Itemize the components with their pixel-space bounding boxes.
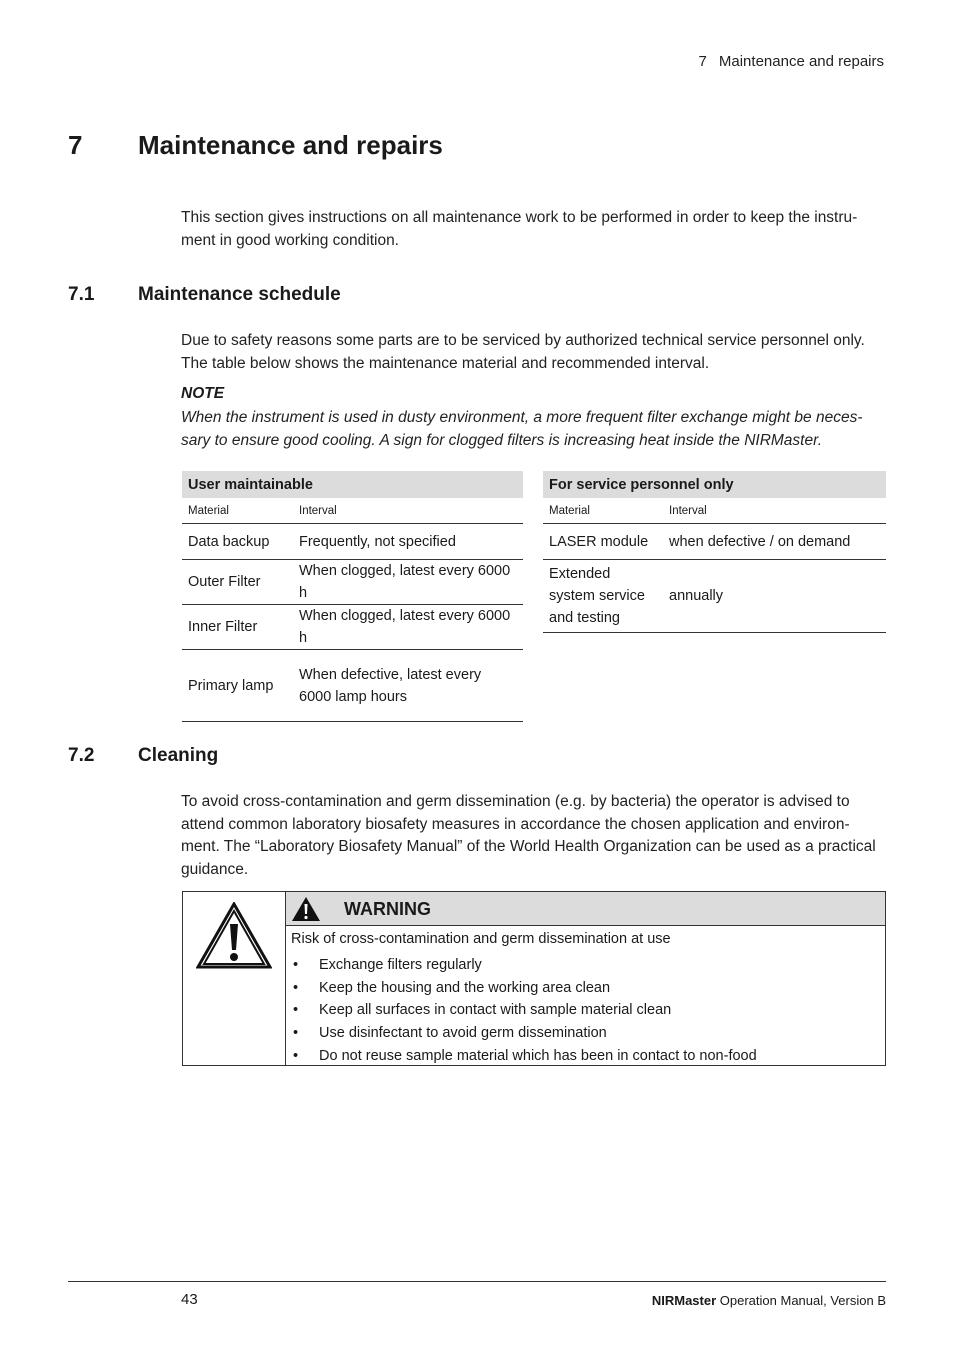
interval-cell: When clogged, latest every 6000 h [293, 605, 523, 650]
running-header-title: Maintenance and repairs [718, 53, 884, 70]
table-title: User maintainable [182, 471, 523, 498]
interval-cell: when defective / on demand [663, 524, 886, 560]
material-cell: Inner Filter [182, 605, 293, 650]
table-row [543, 524, 886, 560]
list-item: • Do not reuse sample material which has been in contact to non-food [291, 1045, 879, 1068]
material-cell: Primary lamp [182, 650, 293, 722]
list-item: • Keep all surfaces in contact with sample material clean [291, 999, 879, 1022]
chapter-number: 7 [68, 130, 83, 160]
interval-cell: When clogged, latest every 6000 h [293, 560, 523, 605]
warning-triangle-icon [196, 902, 272, 970]
list-item: • Keep the housing and the working area clean [291, 977, 879, 1000]
section-heading-schedule [68, 284, 341, 306]
table-row [182, 650, 523, 722]
schedule-paragraph: Due to safety reasons some parts are to be serviced by authorized technical service personnel only. The table below shows the maintenance material and recommended interval. [181, 332, 865, 372]
section-number: 7.2 [68, 745, 95, 766]
table-row [182, 524, 523, 560]
column-header-material: Material [182, 498, 293, 524]
footer-document-title [652, 1293, 886, 1308]
table-title: For service personnel only [543, 471, 886, 498]
section-title: Cleaning [138, 745, 219, 766]
warning-triangle-icon [291, 896, 321, 922]
material-cell: LASER module [543, 524, 663, 560]
table-row [182, 605, 523, 650]
section-number: 7.1 [68, 284, 95, 305]
note-text: When the instrument is used in dusty environment, a more frequent filter exchange might be neces-sary to ensure good cooling. A sign for clogged filters is increasing heat inside the NIRMaster. [181, 409, 863, 449]
warning-header [286, 892, 885, 926]
intro-paragraph: This section gives instructions on all maintenance work to be performed in order to keep the instru-ment in good working condition. [181, 209, 858, 249]
column-header-interval: Interval [663, 498, 886, 524]
user-maintainable-table [182, 471, 523, 722]
service-personnel-table [543, 471, 886, 633]
warning-list [291, 954, 879, 1068]
cleaning-paragraph: To avoid cross-contamination and germ dissemination (e.g. by bacteria) the operator is advised to attend common laboratory biosafety measures in accordance the chosen application and environ-ment. The “Laboratory Biosafety Manual” of the World Health Organization can be used as a practical guidance. [181, 793, 876, 878]
list-item: • Use disinfectant to avoid germ dissemination [291, 1022, 879, 1045]
running-header [699, 53, 884, 70]
material-cell: Data backup [182, 524, 293, 560]
table-row [182, 560, 523, 605]
page-number: 43 [181, 1291, 198, 1308]
column-header-material: Material [543, 498, 663, 524]
interval-cell: When defective, latest every 6000 lamp hours [293, 650, 523, 722]
footer-product-name: NIRMaster [651, 1293, 717, 1308]
footer-document-version: Operation Manual, Version B [719, 1293, 886, 1308]
chapter-heading [68, 130, 443, 161]
list-item: • Exchange filters regularly [291, 954, 879, 977]
material-cell: Outer Filter [182, 560, 293, 605]
warning-box [182, 891, 886, 1066]
interval-cell: annually [663, 560, 886, 633]
running-header-number: 7 [698, 53, 707, 70]
warning-body [291, 928, 879, 1068]
table-row [543, 560, 886, 633]
column-header-interval: Interval [293, 498, 523, 524]
chapter-title: Maintenance and repairs [138, 130, 443, 160]
warning-intro: Risk of cross-contamination and germ dissemination at use [291, 931, 671, 947]
warning-label: WARNING [344, 899, 431, 919]
section-heading-cleaning [68, 745, 218, 767]
section-title: Maintenance schedule [138, 284, 341, 305]
warning-icon-cell [183, 892, 286, 1065]
note-label: NOTE [181, 385, 225, 402]
interval-cell: Frequently, not specified [293, 524, 523, 560]
footer-divider [68, 1281, 886, 1282]
material-cell: Extended system service and testing [543, 560, 663, 633]
